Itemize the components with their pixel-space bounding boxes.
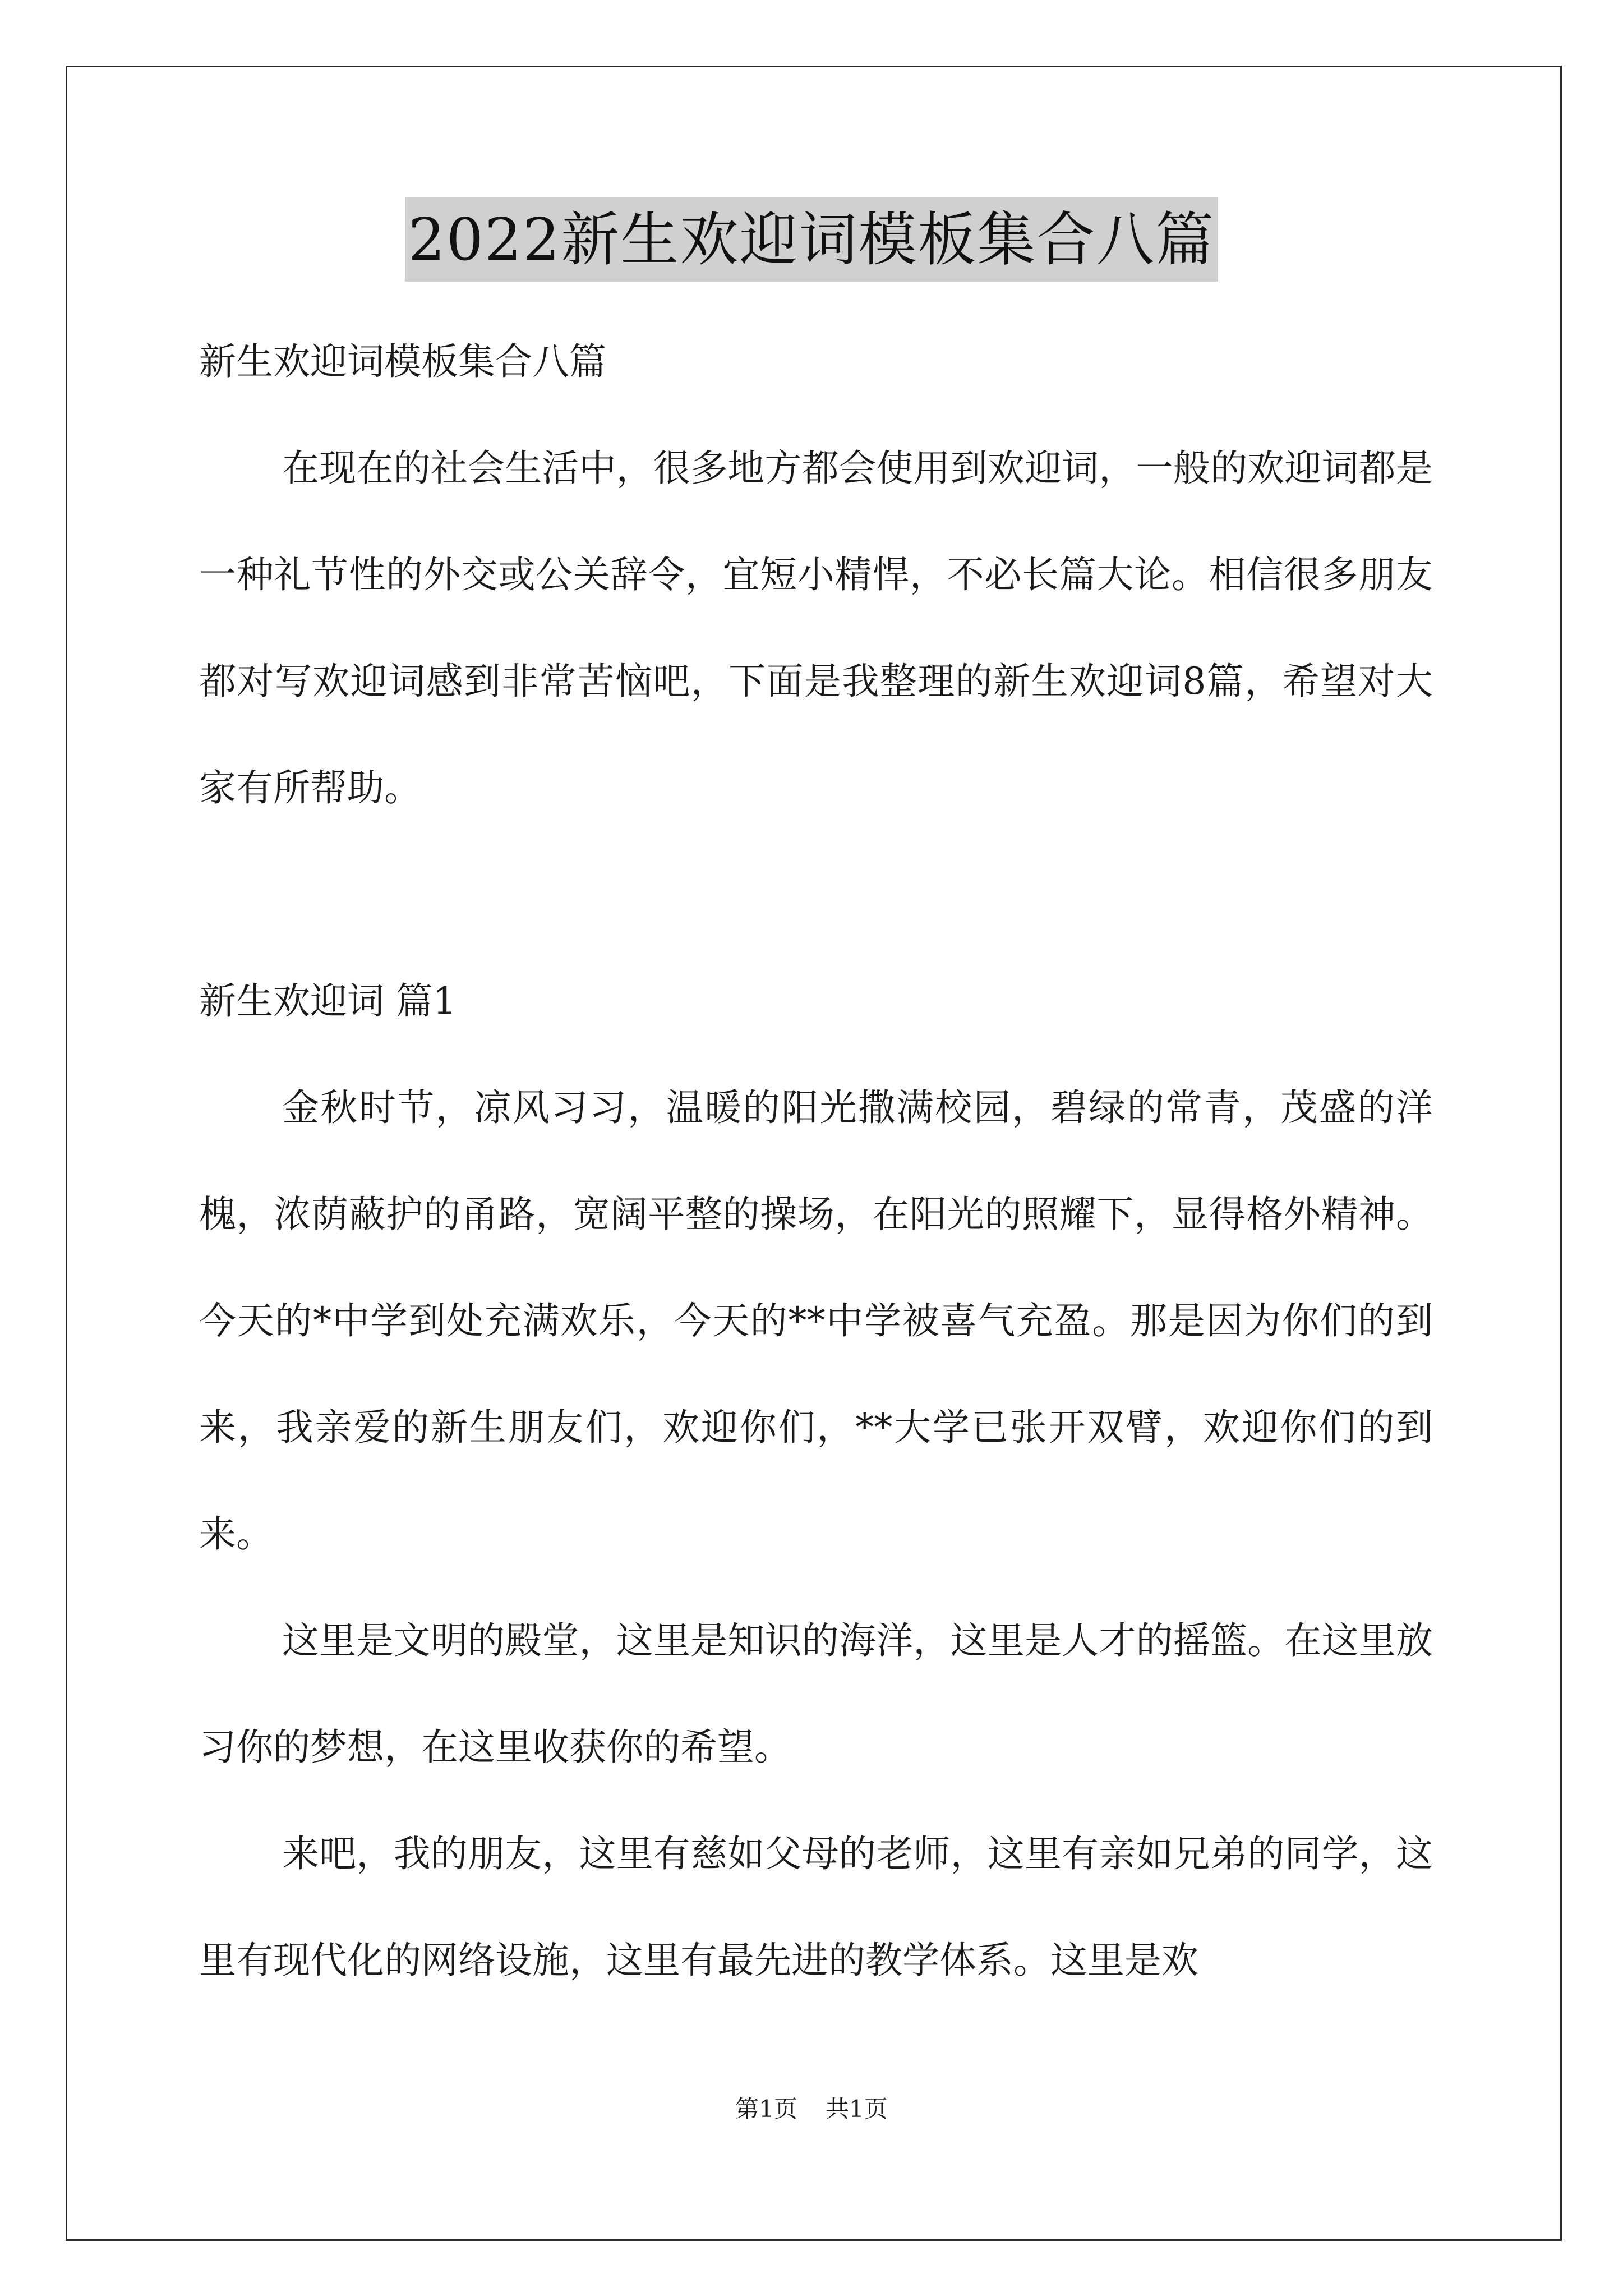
section-heading: 新生欢迎词 篇1 bbox=[199, 979, 457, 1023]
intro-paragraph: 在现在的社会生活中，很多地方都会使用到欢迎词，一般的欢迎词都是一种礼节性的外交或公关辞令，宜短小精悍，不必长篇大论。相信很多朋友都对写欢迎词感到非常苦恼吧，下面是我整理的新生欢迎词8篇，希望对大家有所帮助。 bbox=[199, 447, 1433, 809]
document-body bbox=[199, 309, 1433, 2014]
body-paragraph-2: 这里是文明的殿堂，这里是知识的海洋，这里是人才的摇篮。在这里放习你的梦想，在这里收获你的希望。 bbox=[199, 1619, 1433, 1769]
body-paragraph-1: 金秋时节，凉风习习，温暖的阳光撒满校园，碧绿的常青，茂盛的洋槐，浓荫蔽护的甬路，宽阔平整的操场，在阳光的照耀下，显得格外精神。今天的*中学到处充满欢乐，今天的**中学被喜气充盈。那是因为你们的到来，我亲爱的新生朋友们，欢迎你们，**大学已张开双臂，欢迎你们的到来。 bbox=[199, 1086, 1433, 1556]
document-subtitle: 新生欢迎词模板集合八篇 bbox=[199, 340, 606, 383]
page-total: 共1页 bbox=[826, 2095, 888, 2123]
page-footer bbox=[0, 2092, 1623, 2126]
document-title: 2022新生欢迎词模板集合八篇 bbox=[405, 197, 1219, 282]
title-container bbox=[0, 197, 1623, 282]
page-number: 第1页 bbox=[735, 2095, 797, 2123]
body-paragraph-3: 来吧，我的朋友，这里有慈如父母的老师，这里有亲如兄弟的同学，这里有现代化的网络设施，这里有最先进的教学体系。这里是欢 bbox=[199, 1832, 1433, 1982]
section-spacer bbox=[199, 841, 1433, 948]
